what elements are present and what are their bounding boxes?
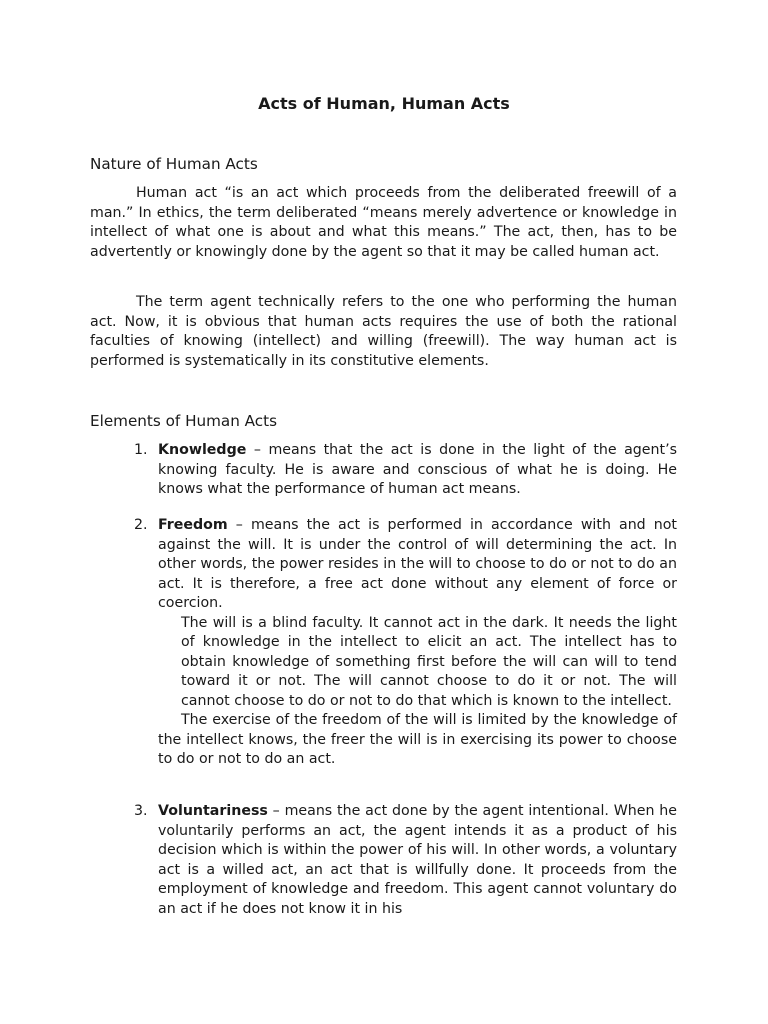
term-voluntariness: Voluntariness [158,803,268,819]
paragraph-human-act-definition: Human act “is an act which proceeds from the deliberated freewill of a man.” In ethics, the term deliberated “means merely advertence or knowledge in intellect of what one is about and what this means.” The act, then, has to be advertently or knowingly done by the agent so that it may be called human act. [90,185,677,260]
item-text: – means the act done by the agent intentional. When he voluntarily performs an act, the agent intends it as a product of his decision which is within the power of his will. In other words, a voluntary act is a willed act, an act that is willfully done. It proceeds from the employment of knowledge and freedom. This agent cannot voluntary do an act if he does not know it in his [158,803,677,917]
section-heading-elements: Elements of Human Acts [90,412,278,430]
list-number: 1. [134,442,148,458]
list-item-freedom [134,516,677,770]
list-item-voluntariness [134,802,677,919]
item-text: – means the act is performed in accordance with and not against the will. It is under the control of will determining the act. In other words, the power resides in the will to choose to do or not to do an act. It is therefore, a free act done without any element of force or coercion. [158,517,677,611]
paragraph-agent: The term agent technically refers to the one who performing the human act. Now, it is obvious that human acts requires the use of both the rational faculties of knowing (intellect) and willing (freewill). The way human act is performed is systematically in its constitutive elements. [90,294,677,369]
term-knowledge: Knowledge [158,442,247,458]
list-number: 3. [134,803,148,819]
document-title: Acts of Human, Human Acts [258,94,510,113]
item-text: – means that the act is done in the light of the agent’s knowing faculty. He is aware and conscious of what he is doing. He knows what the performance of human act means. [158,442,677,497]
term-freedom: Freedom [158,517,228,533]
list-number: 2. [134,517,148,533]
freedom-subparagraph-blind-faculty: The will is a blind faculty. It cannot act in the dark. It needs the light of knowledge in the intellect to elicit an act. The intellect has to obtain knowledge of something first before the will can will to tend toward it or not. The will cannot choose to do it or not. The will cannot choose to do or not to do that which is known to the intellect. [181,614,677,709]
section-heading-nature: Nature of Human Acts [90,155,258,173]
list-item-knowledge [134,441,677,500]
freedom-subparagraph-exercise: The exercise of the freedom of the will is limited by the knowledge of the intellect knows, the freer the will is in exercising its power to choose to do or not to do an act. [158,712,677,767]
